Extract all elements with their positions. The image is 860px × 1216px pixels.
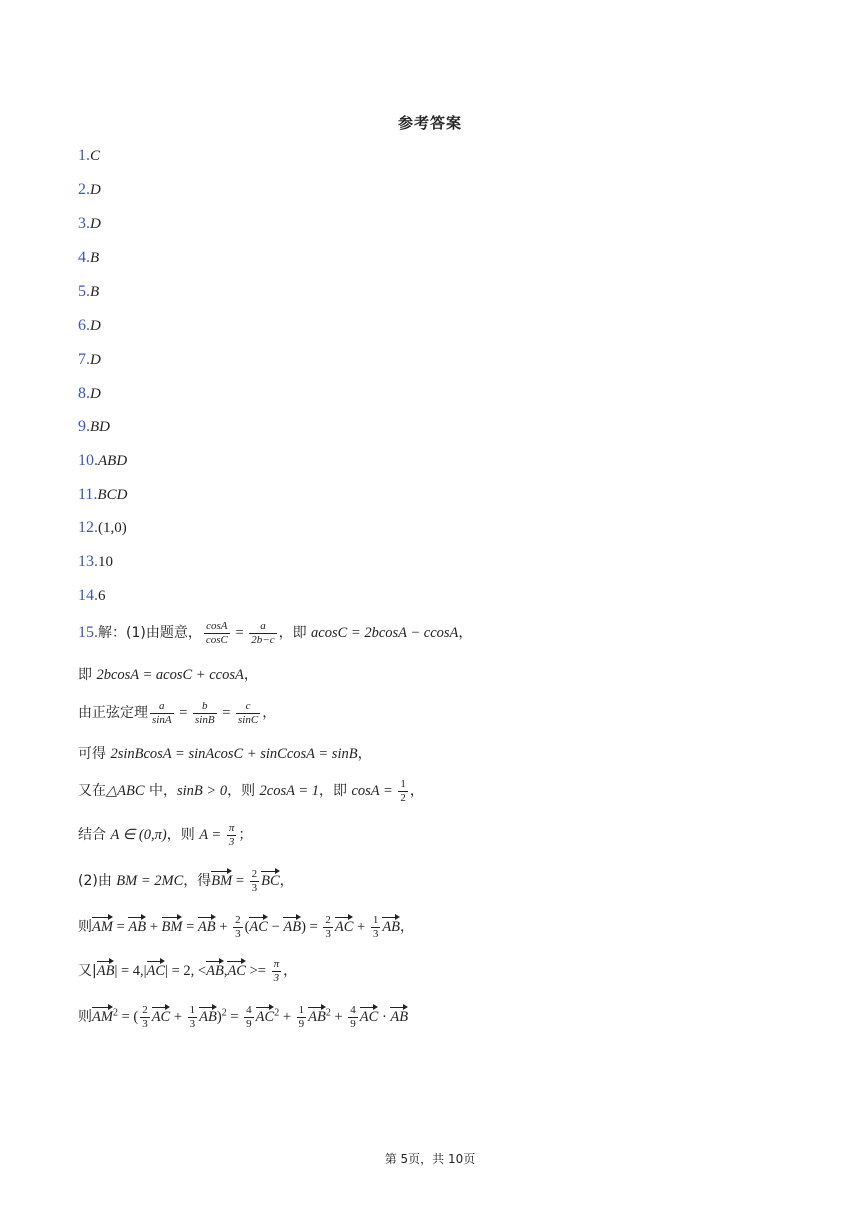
answer-item (78, 418, 110, 436)
fraction: $\frac{\cos A}{\cos C}$ (205, 620, 228, 646)
q15-line-6: 结合 A ∈ (0,π)，则 A = $\frac{\pi}{3}$ ； (78, 822, 253, 848)
q15-line-1: 15.解：(1)由题意， $\frac{\cos A}{\cos C}$ = $\frac{a}{2b-c}$ ，即 acosC = 2bcosA − ccosA， (78, 620, 473, 646)
answer-item (78, 351, 101, 369)
q15-line-4: 可得 2sinBcosA = sinAcosC + sinCcosA = sinB， (78, 746, 372, 762)
answer-value: D (90, 216, 101, 232)
q15-line-8: 则AM = AB + BM = AB + $\frac{2}{3}$ (AC − AB) = $\frac{2}{3}$ AC + $\frac{1}{3}$ AB， (78, 914, 415, 940)
fraction: $\frac{1}{2}$ (400, 778, 406, 804)
answer-item (78, 486, 127, 504)
question-number: 7. (78, 351, 90, 368)
answer-value: D (90, 318, 101, 334)
fraction: $\frac{1}{9}$ (298, 1004, 305, 1030)
q15-line-7: (2)由 BM = 2MC，得BM = $\frac{2}{3}$ BC， (78, 868, 294, 894)
fraction: $\frac{1}{3}$ (372, 914, 379, 940)
answer-value: BD (90, 419, 110, 435)
answer-item (78, 452, 127, 470)
answer-item (78, 147, 100, 165)
q15-line-2: 即 2bcosA = acosC + ccosA， (78, 667, 258, 683)
answer-value: (1,0) (98, 520, 127, 536)
question-number: 6. (78, 317, 90, 334)
fraction: $\frac{c}{\sin C}$ (238, 700, 259, 726)
answer-value: D (90, 182, 101, 198)
question-number: 15. (78, 624, 98, 642)
answer-item (78, 385, 101, 403)
page-footer: 第 5页，共 10页 (384, 1152, 476, 1166)
fraction: $\frac{\pi}{3}$ (228, 822, 235, 848)
question-number: 8. (78, 385, 90, 402)
answer-item (78, 249, 99, 267)
q15-line-5: 又在△ABC 中，sinB > 0，则 2cosA = 1，即 cosA = $\frac{1}{2}$ ， (78, 778, 424, 804)
fraction: $\frac{1}{3}$ (189, 1004, 196, 1030)
answer-value: ABD (98, 453, 128, 469)
answer-value: D (90, 386, 101, 402)
question-number: 2. (78, 181, 90, 198)
question-number: 11. (78, 486, 98, 503)
question-number: 12. (78, 519, 98, 536)
question-number: 1. (78, 147, 90, 164)
question-number: 9. (78, 418, 90, 435)
q15-line-3: 由正弦定理 $\frac{a}{\sin A}$ = $\frac{b}{\sin B}$ = $\frac{c}{\sin C}$ ， (78, 700, 277, 726)
fraction: $\frac{2}{3}$ (235, 914, 241, 940)
answer-item (78, 181, 101, 199)
answer-value: D (90, 352, 101, 368)
question-number: 5. (78, 283, 90, 300)
answer-value: B (90, 284, 100, 300)
q15-line-9: 又|AB| = 4,|AC| = 2, <AB,AC >= $\frac{\pi}{3}$ ， (78, 958, 298, 984)
page-title: 参考答案 (397, 114, 462, 132)
fraction: $\frac{4}{9}$ (350, 1004, 356, 1030)
fraction: $\frac{b}{\sin B}$ (195, 700, 215, 726)
answer-item (78, 317, 101, 335)
fraction: $\frac{a}{\sin A}$ (152, 700, 172, 726)
question-number: 4. (78, 249, 90, 266)
fraction: $\frac{4}{9}$ (246, 1004, 252, 1030)
answer-item (78, 553, 113, 571)
answer-item (78, 283, 99, 301)
answer-value: 6 (98, 588, 106, 604)
answer-value: C (90, 148, 101, 164)
fraction: $\frac{2}{3}$ (142, 1004, 148, 1030)
question-number: 13. (78, 553, 98, 570)
fraction: $\frac{2}{3}$ (251, 868, 258, 894)
question-number: 10. (78, 452, 98, 469)
fraction: $\frac{a}{2b-c}$ (251, 620, 275, 646)
question-number: 3. (78, 215, 90, 232)
answer-value: BCD (97, 487, 128, 503)
fraction: $\frac{2}{3}$ (325, 914, 331, 940)
q15-line-10: 则$AM^2$ = ( $\frac{2}{3}$ AC + $\frac{1}{3}$ AB)$^2$ = $\frac{4}{9}$ $AC^2$ + $\frac{1}{9}$ $AB^2$ + $\frac{4}{9}$ AC · AB (78, 1004, 409, 1030)
answer-value: B (90, 250, 100, 266)
fraction: $\frac{\pi}{3}$ (273, 958, 280, 984)
answer-item (78, 215, 101, 233)
answer-item (78, 519, 127, 537)
question-number: 14. (78, 587, 98, 604)
answer-item (78, 587, 106, 605)
answer-value: 10 (98, 554, 113, 570)
